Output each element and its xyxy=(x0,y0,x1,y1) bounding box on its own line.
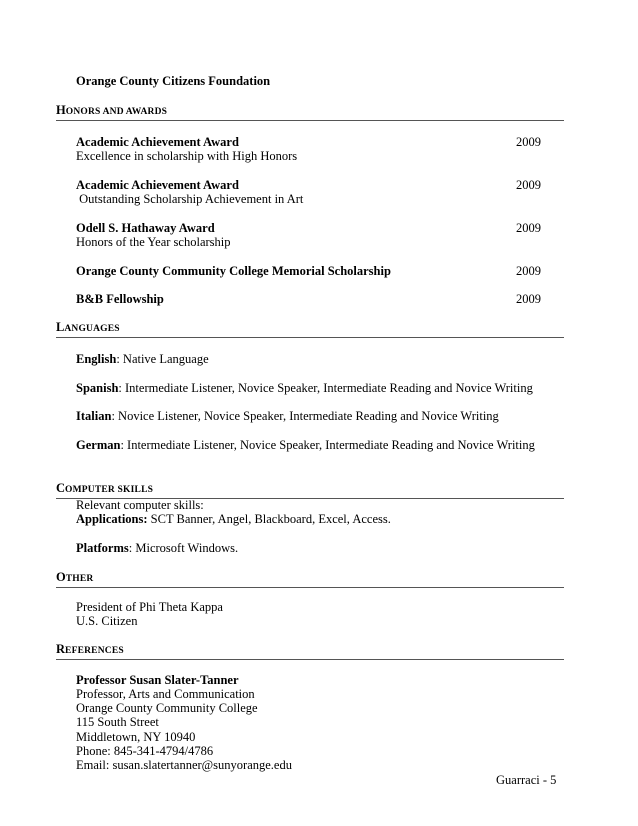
language-name: English xyxy=(76,352,117,366)
award-description: Honors of the Year scholarship xyxy=(76,235,231,249)
reference-name: Professor Susan Slater-Tanner xyxy=(76,673,239,687)
language-item xyxy=(76,381,533,396)
language-detail: : Intermediate Listener, Novice Speaker, Intermediate Reading and Novice Writing xyxy=(118,381,533,395)
language-detail: : Intermediate Listener, Novice Speaker, Intermediate Reading and Novice Writing xyxy=(120,438,535,452)
references-heading xyxy=(56,642,564,660)
award-year: 2009 xyxy=(516,135,541,149)
award-title: Academic Achievement Award xyxy=(76,135,239,149)
award-title: Odell S. Hathaway Award xyxy=(76,221,215,235)
platforms-line xyxy=(76,541,238,556)
award-description: Outstanding Scholarship Achievement in Art xyxy=(76,192,304,206)
languages-heading-first: L xyxy=(56,320,65,334)
reference-line: Phone: 845-341-4794/4786 xyxy=(76,744,214,758)
reference-email: Email: susan.slatertanner@sunyorange.edu xyxy=(76,758,292,772)
computer-intro: Relevant computer skills: xyxy=(76,498,204,512)
honors-heading-rest: ONORS AND AWARDS xyxy=(65,107,168,117)
language-item xyxy=(76,438,535,453)
other-heading-rest: THER xyxy=(65,574,94,584)
award-year: 2009 xyxy=(516,178,541,192)
applications-value: SCT Banner, Angel, Blackboard, Excel, Access. xyxy=(147,512,391,526)
language-name: German xyxy=(76,438,121,452)
platforms-value: : Microsoft Windows. xyxy=(128,541,239,555)
honors-heading xyxy=(56,103,564,121)
computer-heading-rest: OMPUTER SKILLS xyxy=(65,485,154,495)
languages-heading xyxy=(56,320,564,338)
award-title: B&B Fellowship xyxy=(76,292,164,306)
references-heading-first: R xyxy=(56,642,66,656)
page-footer: Guarraci - 5 xyxy=(496,773,557,787)
applications-line xyxy=(76,512,391,527)
language-name: Spanish xyxy=(76,381,119,395)
language-item xyxy=(76,409,499,424)
reference-line: 115 South Street xyxy=(76,715,159,729)
platforms-label: Platforms xyxy=(76,541,129,555)
other-line: President of Phi Theta Kappa xyxy=(76,600,223,614)
award-title: Academic Achievement Award xyxy=(76,178,239,192)
honors-heading-first: H xyxy=(56,103,66,117)
award-year: 2009 xyxy=(516,264,541,278)
applications-label: Applications: xyxy=(76,512,148,526)
other-line: U.S. Citizen xyxy=(76,614,138,628)
language-item xyxy=(76,352,209,367)
reference-line: Orange County Community College xyxy=(76,701,258,715)
language-name: Italian xyxy=(76,409,112,423)
reference-line: Middletown, NY 10940 xyxy=(76,730,196,744)
language-detail: : Native Language xyxy=(116,352,209,366)
computer-heading-first: C xyxy=(56,481,66,495)
references-heading-rest: EFERENCES xyxy=(65,646,124,656)
award-year: 2009 xyxy=(516,292,541,306)
award-year: 2009 xyxy=(516,221,541,235)
computer-skills-heading xyxy=(56,481,564,499)
other-heading-first: O xyxy=(56,570,66,584)
award-description: Excellence in scholarship with High Honors xyxy=(76,149,298,163)
reference-line: Professor, Arts and Communication xyxy=(76,687,255,701)
award-title: Orange County Community College Memorial Scholarship xyxy=(76,264,391,278)
other-heading xyxy=(56,570,564,588)
language-detail: : Novice Listener, Novice Speaker, Intermediate Reading and Novice Writing xyxy=(111,409,499,423)
foundation-line: Orange County Citizens Foundation xyxy=(76,74,271,88)
languages-heading-rest: ANGUAGES xyxy=(64,324,120,334)
